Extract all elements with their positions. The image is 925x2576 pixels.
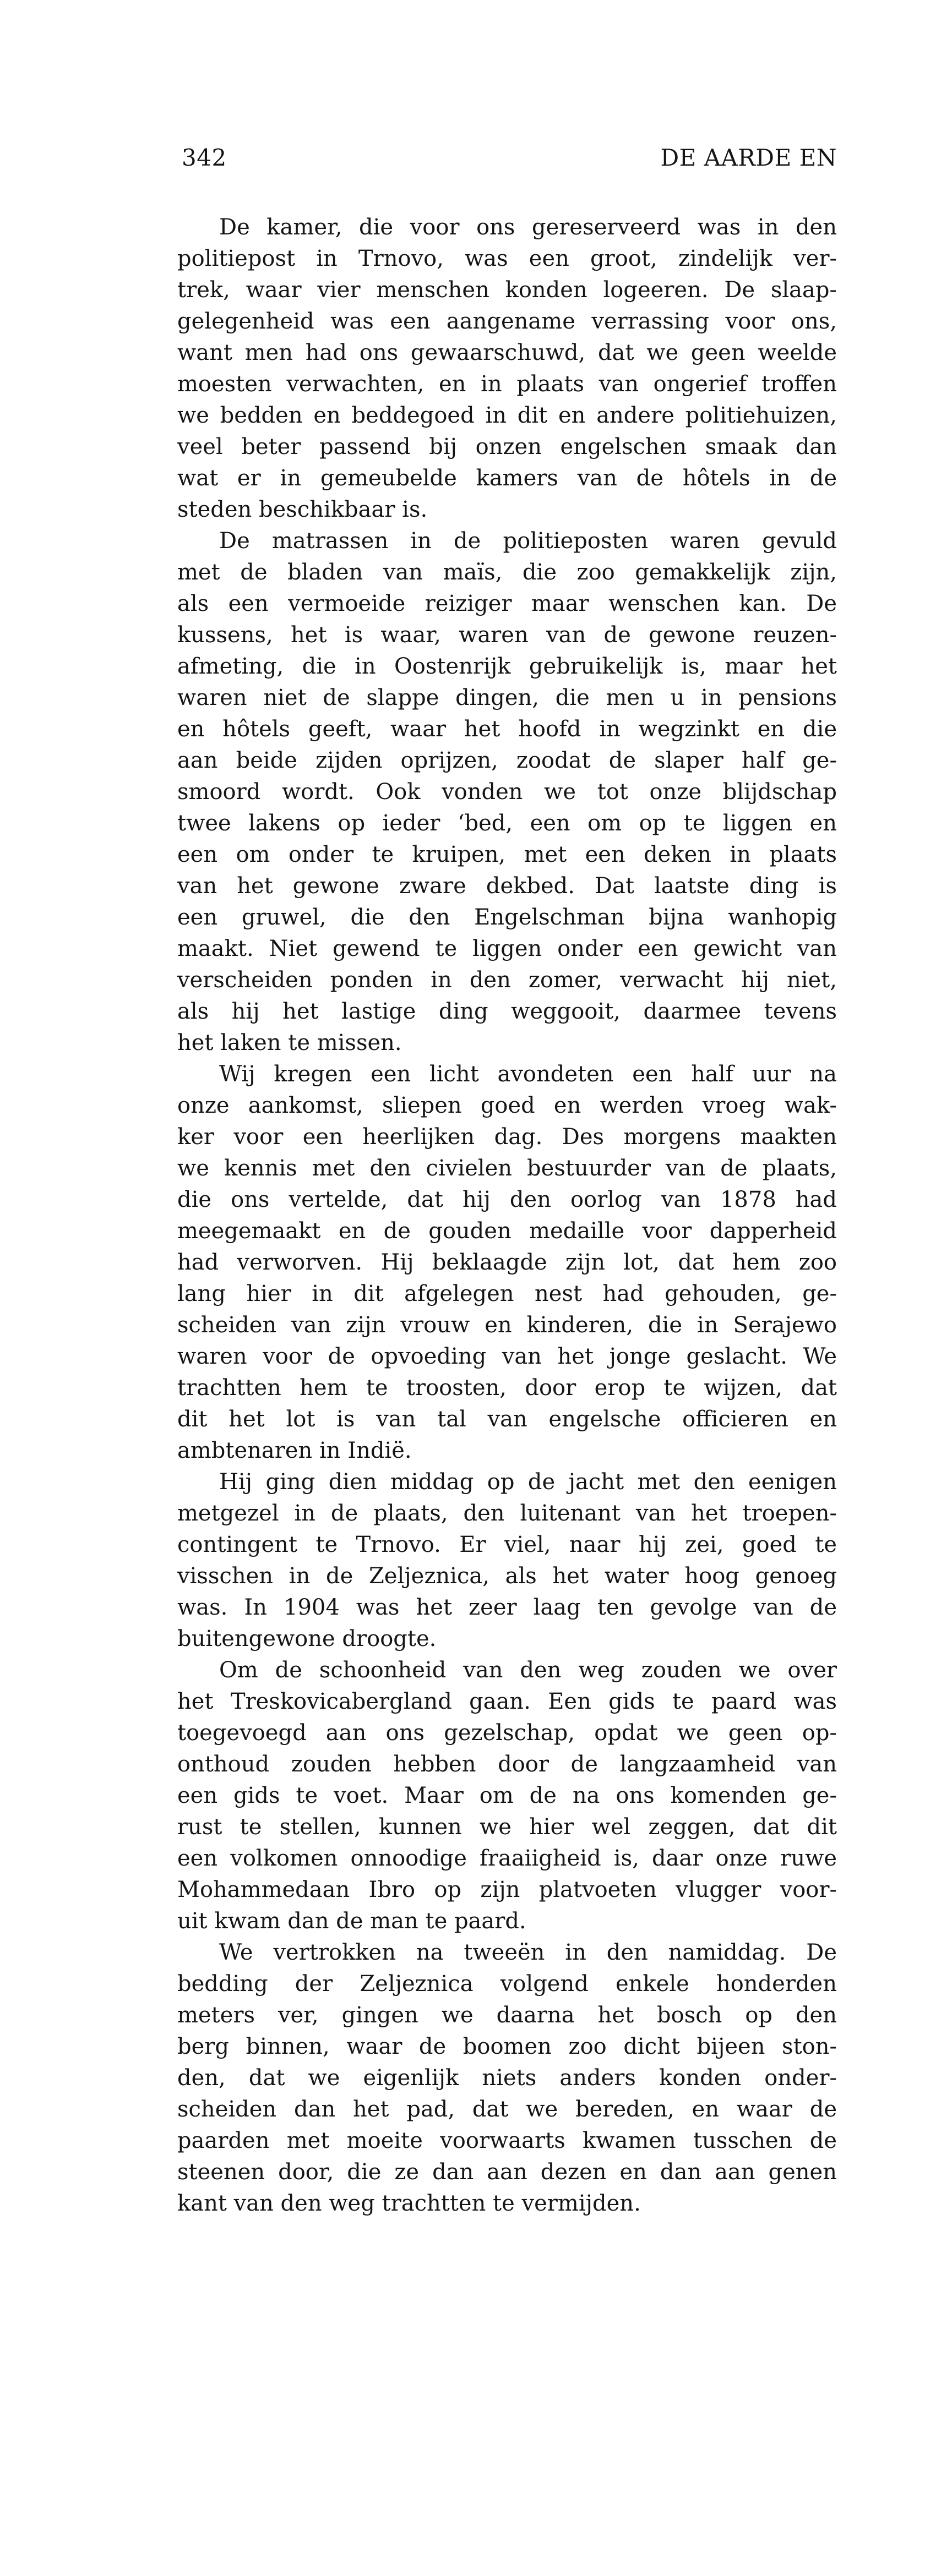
text-line: bedding der Zeljeznica volgend enkele honderden (177, 1971, 837, 1997)
text-line: Mohammedaan Ibro op zijn platvoeten vlugger voor- (177, 1877, 837, 1902)
paragraph-6 (177, 1937, 837, 2219)
text-line: we kennis met den civielen bestuurder van de plaats, (177, 1156, 837, 1181)
text-line: toegevoegd aan ons gezelschap, opdat we geen op- (177, 1720, 837, 1746)
text-line: kant van den weg trachtten te vermijden. (177, 2191, 641, 2216)
text-line: den, dat we eigenlijk niets anders konden onder- (177, 2065, 837, 2091)
text-line: had verworven. Hij beklaagde zijn lot, dat hem zoo (177, 1250, 837, 1275)
text-line: Hij ging dien middag op de jacht met den eenigen (219, 1469, 837, 1495)
text-line: wat er in gemeubelde kamers van de hôtels in de (177, 466, 837, 491)
text-line: was. In 1904 was het zeer laag ten gevolge van de (177, 1595, 837, 1620)
text-line: het laken te missen. (177, 1030, 402, 1055)
text-line: meegemaakt en de gouden medaille voor dapperheid (177, 1218, 837, 1244)
paragraph-2 (177, 526, 837, 1059)
text-line: een gids te voet. Maar om de na ons komenden ge- (177, 1783, 837, 1808)
page-header (182, 144, 837, 177)
text-line: afmeting, die in Oostenrijk gebruikelijk is, maar het (177, 654, 837, 679)
text-line: berg binnen, waar de boomen zoo dicht bijeen ston- (177, 2034, 837, 2059)
text-line: Wij kregen een licht avondeten een half uur na (219, 1062, 837, 1087)
paragraph-3 (177, 1059, 837, 1467)
text-line: Om de schoonheid van den weg zouden we over (219, 1658, 837, 1683)
text-line: als een vermoeide reiziger maar wenschen kan. De (177, 591, 837, 616)
text-line: rust te stellen, kunnen we hier wel zeggen, dat dit (177, 1814, 837, 1840)
text-line: waren voor de opvoeding van het jonge geslacht. We (177, 1344, 837, 1369)
text-line: van het gewone zware dekbed. Dat laatste ding is (177, 873, 837, 899)
text-line: lang hier in dit afgelegen nest had gehouden, ge- (177, 1281, 837, 1306)
text-line: een volkomen onnoodige fraaiigheid is, daar onze ruwe (177, 1846, 837, 1871)
text-line: trek, waar vier menschen konden logeeren. De slaap- (177, 277, 837, 303)
text-line: moesten verwachten, en in plaats van ongerief troffen (177, 371, 837, 397)
text-line: dit het lot is van tal van engelsche officieren en (177, 1407, 837, 1432)
text-line: waren niet de slappe dingen, die men u in pensions (177, 685, 837, 710)
text-line: want men had ons gewaarschuwd, dat we geen weelde (177, 340, 837, 365)
text-line: als hij het lastige ding weggooit, daarmee tevens (177, 999, 837, 1024)
text-line: De kamer, die voor ons gereserveerd was in den (219, 215, 837, 240)
text-line: met de bladen van maïs, die zoo gemakkelijk zijn, (177, 560, 837, 585)
text-line: steden beschikbaar is. (177, 497, 428, 522)
text-line: We vertrokken na tweeën in den namiddag. De (219, 1940, 837, 1965)
text-line: uit kwam dan de man te paard. (177, 1908, 526, 1934)
text-line: ambtenaren in Indië. (177, 1438, 412, 1463)
text-line: scheiden van zijn vrouw en kinderen, die in Serajewo (177, 1312, 837, 1338)
text-line: meters ver, gingen we daarna het bosch op den (177, 2003, 837, 2028)
text-line: we bedden en beddegoed in dit en andere politiehuizen, (177, 403, 837, 428)
text-line: en hôtels geeft, waar het hoofd in wegzinkt en die (177, 717, 837, 742)
text-line: buitengewone droogte. (177, 1626, 437, 1651)
text-line: verscheiden ponden in den zomer, verwacht hij niet, (177, 967, 837, 993)
text-line: die ons vertelde, dat hij den oorlog van 1878 had (177, 1187, 837, 1212)
text-line: maakt. Niet gewend te liggen onder een gewicht van (177, 936, 837, 961)
text-line: aan beide zijden oprijzen, zoodat de slaper half ge- (177, 748, 837, 773)
text-line: scheiden dan het pad, dat we bereden, en waar de (177, 2097, 837, 2122)
text-line: een gruwel, die den Engelschman bijna wanhopig (177, 905, 837, 930)
paragraph-5 (177, 1655, 837, 1937)
text-line: contingent te Trnovo. Er viel, naar hij zei, goed te (177, 1532, 837, 1557)
text-line: politiepost in Trnovo, was een groot, zindelijk ver- (177, 246, 837, 271)
text-line: veel beter passend bij onzen engelschen smaak dan (177, 434, 837, 460)
text-line: onthoud zouden hebben door de langzaamheid van (177, 1752, 837, 1777)
text-line: paarden met moeite voorwaarts kwamen tusschen de (177, 2128, 837, 2153)
text-line: een om onder te kruipen, met een deken in plaats (177, 842, 837, 867)
paragraph-1 (177, 212, 837, 526)
running-title: DE AARDE EN (660, 144, 837, 171)
body-text (177, 212, 837, 2219)
text-line: het Treskovicabergland gaan. Een gids te paard was (177, 1689, 837, 1714)
text-line: trachtten hem te troosten, door erop te wijzen, dat (177, 1375, 837, 1401)
text-line: kussens, het is waar, waren van de gewone reuzen- (177, 622, 837, 648)
text-line: gelegenheid was een aangename verrassing voor ons, (177, 309, 837, 334)
text-line: onze aankomst, sliepen goed en werden vroeg wak- (177, 1093, 837, 1118)
text-line: De matrassen in de politieposten waren gevuld (219, 528, 837, 554)
text-line: visschen in de Zeljeznica, als het water hoog genoeg (177, 1563, 837, 1589)
text-line: steenen door, die ze dan aan dezen en dan aan genen (177, 2159, 837, 2185)
text-line: ker voor een heerlijken dag. Des morgens maakten (177, 1124, 837, 1150)
text-line: smoord wordt. Ook vonden we tot onze blijdschap (177, 779, 837, 805)
text-line: metgezel in de plaats, den luitenant van het troepen- (177, 1501, 837, 1526)
text-line: twee lakens op ieder ‘bed, een om op te liggen en (177, 811, 837, 836)
page-number: 342 (182, 144, 227, 171)
paragraph-4 (177, 1467, 837, 1655)
